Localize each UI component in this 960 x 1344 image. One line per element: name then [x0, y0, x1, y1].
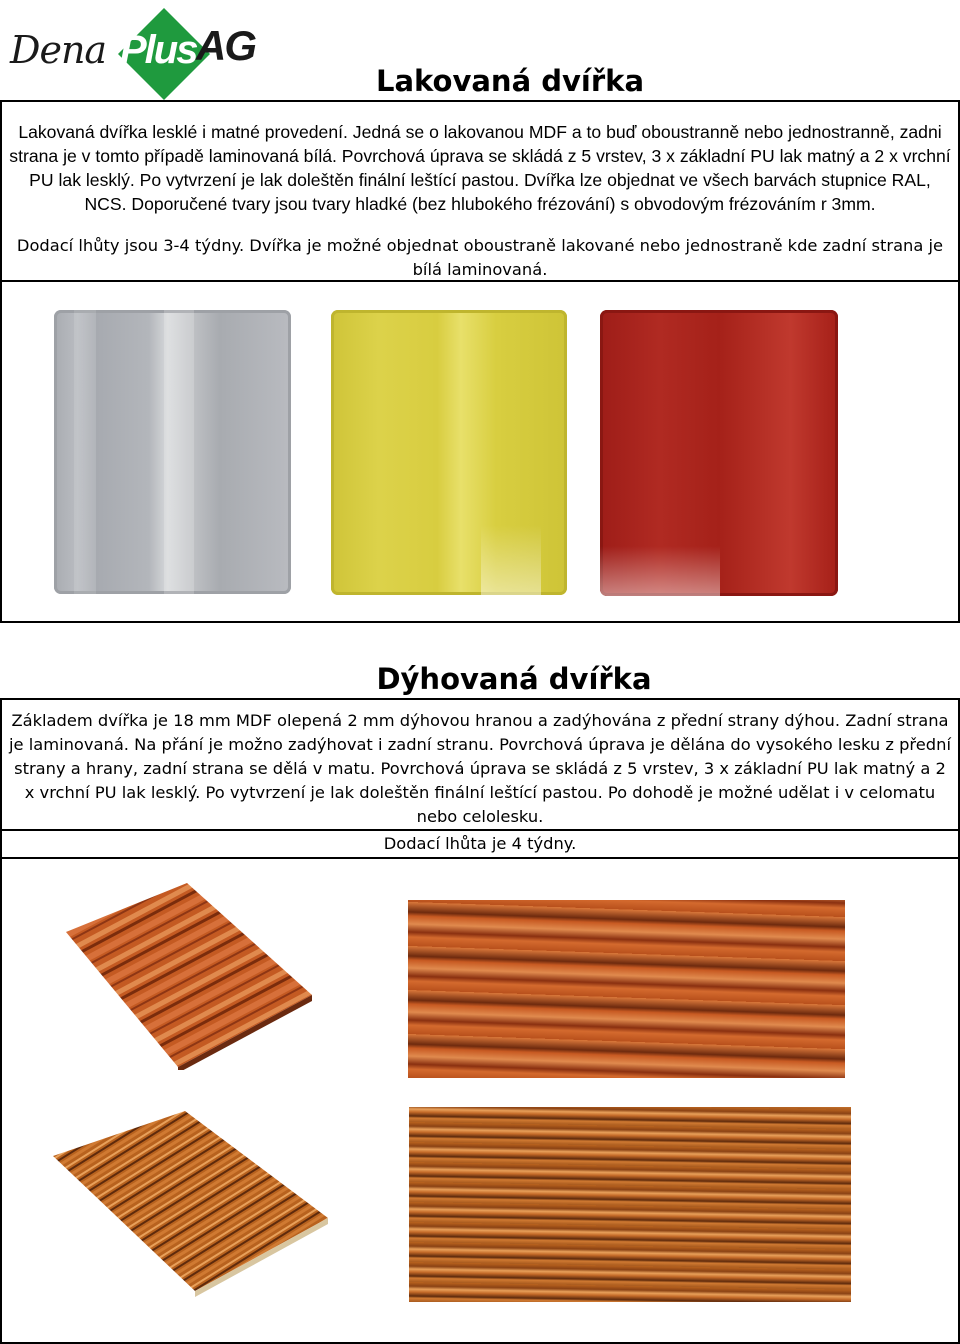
dyhovana-description: Základem dvířka je 18 mm MDF olepená 2 mm dýhovou hranou a zadýhována z přední strany dýhou. Zadní strana je laminovaná. Na přání je možno zadýhovat i zadní stranu. Povrchová úprava je dělána do vysokého lesku z přední strany a hrany, zadní strana se dělá v matu. Povrchová úprava se skládá z 5 vrstev, 3 x základní PU lak matný a 2 x vrchní PU lak lesklý. Po vytvrzení je lak doleštěn finální leštící pastou. Po dohodě je možné udělat i v celomatu nebo celolesku.	[9, 711, 951, 826]
veneer-closeup-sample-1	[408, 900, 845, 1078]
company-logo	[8, 4, 253, 94]
logo-text-dena: Dena	[10, 28, 107, 72]
gray-lacquered-door-sample	[54, 310, 291, 594]
veneer-door-angled-sample-2	[50, 1108, 335, 1298]
lakovana-delivery-note: Dodací lhůty jsou 3-4 týdny. Dvířka je možné objednat oboustraně lakované nebo jednostraně kde zadní strana je bílá laminovaná.	[16, 236, 944, 279]
veneer-closeup-sample-2	[409, 1107, 851, 1302]
logo-text-ag: AG	[196, 22, 255, 69]
dyhovana-delivery-note: Dodací lhůta je 4 týdny.	[383, 834, 577, 853]
section-title-lakovana: Lakovaná dvířka	[375, 64, 645, 98]
veneer-door-angled-sample-1	[60, 880, 320, 1070]
yellow-lacquered-door-sample	[331, 310, 567, 595]
logo-text-plus: Plus	[120, 28, 197, 72]
red-lacquered-door-sample	[600, 310, 838, 596]
lakovana-description: Lakovaná dvířka lesklé i matné provedení. Jedná se o lakovanou MDF a to buď oboustranně nebo jednostranně, zadni strana je v tomto případě laminovaná bílá. Povrchová úprava se skládá z 5 vrstev, 3 x základní PU lak matný a 2 x vrchní PU lak lesklý. Po vytvrzení je lak doleštěn finální leštící pastou. Dvířka lze objednat ve všech barvách stupnice RAL, NCS. Doporučené tvary jsou tvary hladké (bez hlubokého frézování) s obvodovým frézováním r 3mm.	[9, 122, 951, 214]
section-title-dyhovana: Dýhovaná dvířka	[376, 662, 652, 696]
